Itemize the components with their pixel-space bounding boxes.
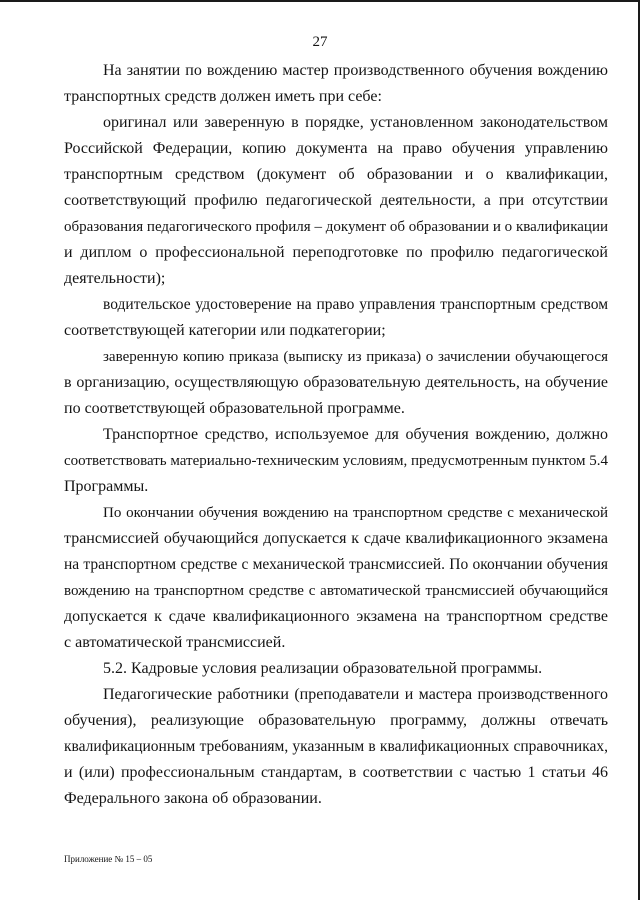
text-line: и диплом о профессиональной переподготовке по профилю педагогической (64, 244, 608, 261)
text-line: и (или) профессиональным стандартам, в соответствии с частью 1 статьи 46 (64, 764, 608, 781)
text-line: транспортных средств должен иметь при себе: (64, 88, 382, 105)
text-line: заверенную копию приказа (выписку из приказа) о зачислении обучающегося (103, 349, 608, 365)
text-line: деятельности); (64, 270, 166, 287)
text-line: вождению на транспортном средстве с автоматической трансмиссией обучающийся (64, 583, 608, 599)
text-line: соответствующий профилю педагогической деятельности, а при отсутствии (64, 192, 608, 209)
text-line: соответствующей категории или подкатегории; (64, 322, 386, 339)
text-line: водительское удостоверение на право управления транспортным средством (103, 296, 608, 313)
text-line: Российской Федерации, копию документа на право обучения управлению (64, 140, 608, 157)
text-line: на транспортном средстве с механической трансмиссией. По окончании обучения (64, 556, 608, 573)
text-line: квалификационным требованиям, указанным в квалификационных справочниках, (64, 738, 608, 755)
section-heading: 5.2. Кадровые условия реализации образовательной программы. (103, 660, 543, 677)
text-line: в организацию, осуществляющую образовательную деятельность, на обучение (64, 374, 608, 391)
text-line: соответствовать материально-техническим условиям, предусмотренным пунктом 5.4 (64, 453, 608, 469)
text-line: По окончании обучения вождению на транспортном средстве с механической (103, 505, 608, 521)
scan-border-top (0, 0, 640, 2)
text-line: Федерального закона об образовании. (64, 790, 322, 807)
text-line: На занятии по вождению мастер производственного обучения вождению (103, 62, 608, 79)
text-line: с автоматической трансмиссией. (64, 634, 286, 651)
text-line: транспортным средством (документ об образовании и о квалификации, (64, 166, 608, 183)
text-line: Транспортное средство, используемое для обучения вождению, должно (103, 426, 608, 443)
text-line: оригинал или заверенную в порядке, установленном законодательством (103, 114, 608, 131)
text-line: образования педагогического профиля – документ об образовании и о квалификации (64, 219, 608, 235)
page-footer: Приложение № 15 – 05 (64, 854, 153, 864)
text-line: трансмиссией обучающийся допускается к сдаче квалификационного экзамена (64, 530, 608, 547)
text-line: Педагогические работники (преподаватели и мастера производственного (103, 686, 608, 703)
text-line: обучения), реализующие образовательную программу, должны отвечать (64, 712, 608, 729)
text-line: допускается к сдаче квалификационного экзамена на транспортном средстве (64, 608, 608, 625)
text-line: по соответствующей образовательной программе. (64, 400, 405, 417)
text-line: Программы. (64, 478, 149, 495)
page-number: 27 (312, 34, 328, 50)
